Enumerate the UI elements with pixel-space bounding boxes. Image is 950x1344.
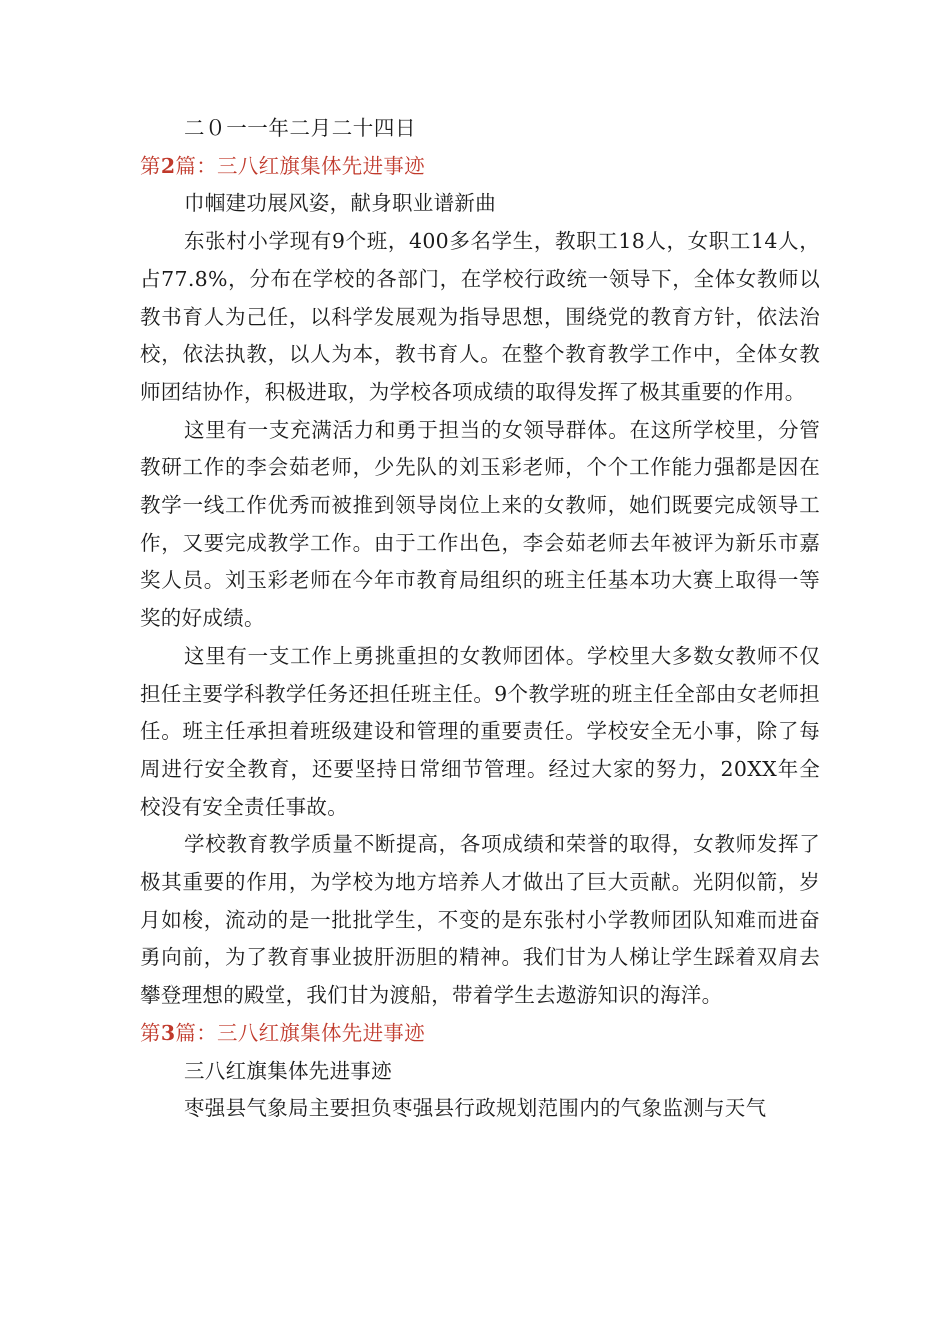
heading-prefix: 第 — [140, 153, 161, 178]
section-2-paragraph-1: 东张村小学现有9个班，400多名学生，教职工18人，女职工14人，占77.8%，分布在学校的各部门，在学校行政统一领导下，全体女教师以教书育人为己任，以科学发展观为指导思想，围绕党的教育方针，依法治校，依法执教，以人为本，教书育人。在整个教育教学工作中，全体女教师团结协作，积极进取，为学校各项成绩的取得发挥了极其重要的作用。 — [140, 229, 820, 404]
heading-number: 2 — [160, 153, 176, 178]
heading-suffix: 篇：三八红旗集体先进事迹 — [175, 153, 425, 178]
document-page — [140, 110, 820, 1128]
heading-prefix: 第 — [140, 1020, 161, 1045]
section-2-subtitle: 巾帼建功展风姿，献身职业谱新曲 — [184, 191, 496, 216]
heading-suffix: 篇：三八红旗集体先进事迹 — [175, 1020, 425, 1045]
section-3-heading — [140, 1015, 820, 1053]
section-3-paragraph-1: 枣强县气象局主要担负枣强县行政规划范围内的气象监测与天气 — [184, 1096, 767, 1121]
section-2-paragraph-3: 这里有一支工作上勇挑重担的女教师团体。学校里大多数女教师不仅担任主要学科教学任务还担任班主任。9个教学班的班主任全部由女老师担任。班主任承担着班级建设和管理的重要责任。学校安全无小事，除了每周进行安全教育，还要坚持日常细节管理。经过大家的努力，20XX年全校没有安全责任事故。 — [140, 643, 820, 819]
heading-number: 3 — [160, 1020, 176, 1045]
section-3-subtitle: 三八红旗集体先进事迹 — [184, 1058, 392, 1083]
date-line: 二０一一年二月二十四日 — [184, 116, 417, 140]
section-2-paragraph-2: 这里有一支充满活力和勇于担当的女领导群体。在这所学校里，分管教研工作的李会茹老师，少先队的刘玉彩老师，个个工作能力强都是因在教学一线工作优秀而被推到领导岗位上来的女教师，她们既要完成领导工作，又要完成教学工作。由于工作出色，李会茹老师去年被评为新乐市嘉奖人员。刘玉彩老师在今年市教育局组织的班主任基本功大赛上取得一等奖的好成绩。 — [140, 417, 820, 631]
section-2-paragraph-4: 学校教育教学质量不断提高，各项成绩和荣誉的取得，女教师发挥了极其重要的作用，为学校为地方培养人才做出了巨大贡献。光阴似箭，岁月如梭，流动的是一批批学生，不变的是东张村小学教师团队知难而进奋勇向前，为了教育事业披肝沥胆的精神。我们甘为人梯让学生踩着双肩去攀登理想的殿堂，我们甘为渡船，带着学生去遨游知识的海洋。 — [140, 832, 820, 1008]
section-2-heading — [140, 148, 820, 186]
